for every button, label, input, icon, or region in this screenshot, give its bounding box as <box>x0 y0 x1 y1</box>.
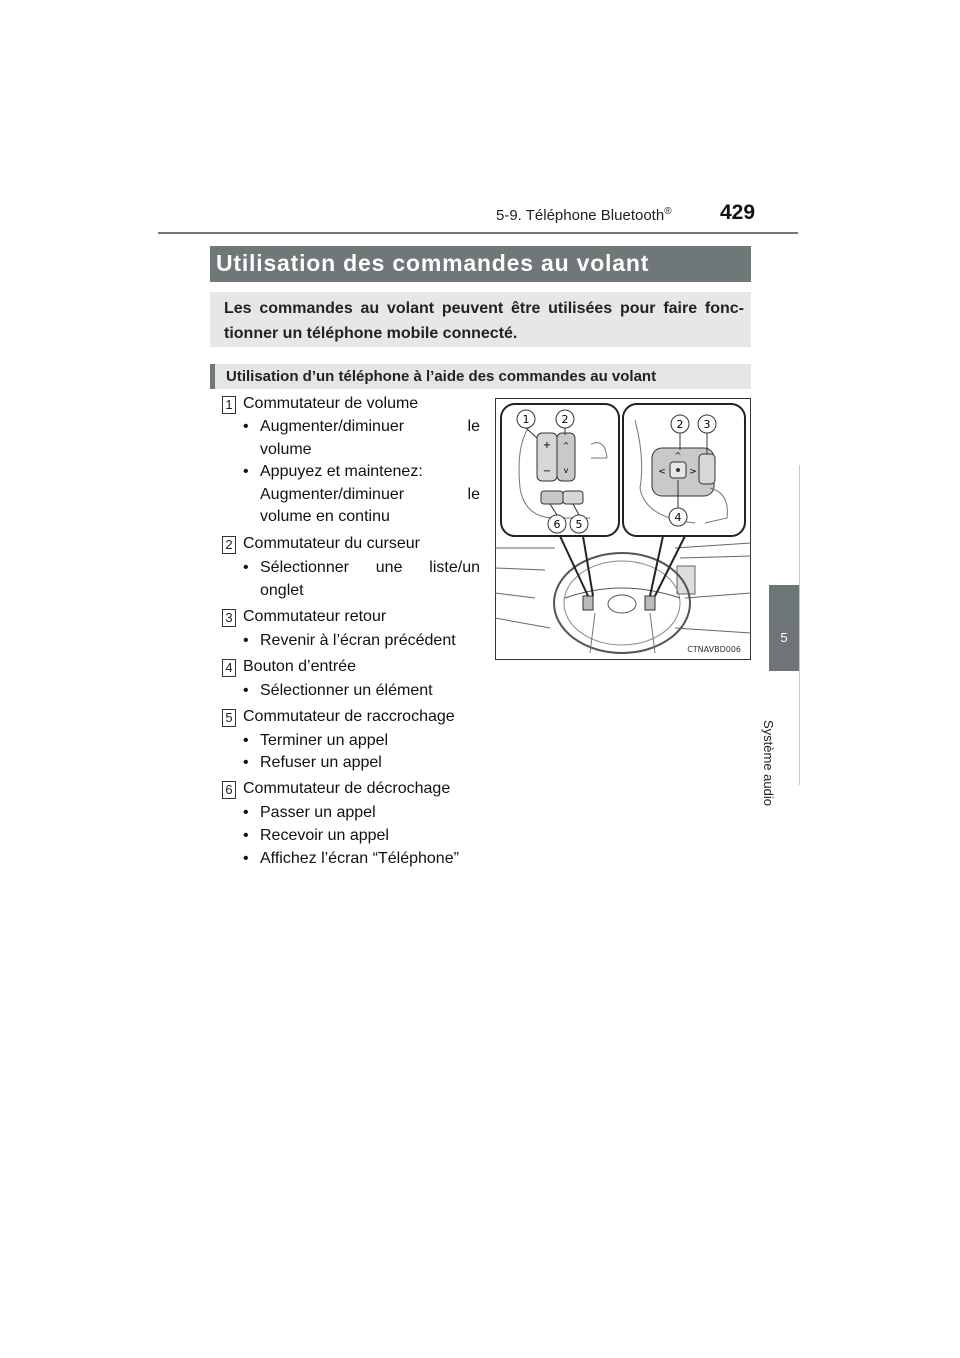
bullet-text: Augmenter/diminuer le <box>260 485 480 503</box>
item-number: 1 <box>222 396 236 414</box>
item-number: 2 <box>222 536 236 554</box>
header-rule <box>158 232 798 234</box>
bullet-text: Recevoir un appel <box>260 827 389 844</box>
bullet-dot: • <box>243 850 249 867</box>
callout-3: 3 <box>703 418 711 431</box>
list-item <box>243 752 483 775</box>
chapter-tab <box>769 585 799 671</box>
list-item <box>243 557 483 602</box>
item-title: Bouton d’entrée <box>243 658 356 675</box>
item-title: Commutateur de raccrochage <box>243 708 455 725</box>
bullet-dot: • <box>243 804 249 821</box>
bullet-dot: • <box>243 682 249 699</box>
bullet-dot: • <box>243 827 249 844</box>
item-title: Commutateur de volume <box>243 395 419 412</box>
svg-text:v: v <box>563 466 569 475</box>
list-item <box>243 680 483 703</box>
item-number: 6 <box>222 781 236 799</box>
bullet-text: Refuser un appel <box>260 754 382 771</box>
bullet-text: Revenir à l’écran précédent <box>260 632 456 649</box>
bullet-text: Appuyez et maintenez: <box>260 463 423 480</box>
callout-6: 6 <box>553 518 561 531</box>
bullet-text: Affichez l’écran “Téléphone” <box>260 850 459 867</box>
intro-line-2: tionner un téléphone mobile connecté. <box>224 325 518 342</box>
steering-wheel-illustration <box>495 398 751 660</box>
bullet-text: Sélectionner une liste/un <box>260 559 480 576</box>
list-item <box>243 630 483 653</box>
subheading: Utilisation d’un téléphone à l’aide des commandes au volant <box>226 368 657 385</box>
section-title: 5-9. Téléphone Bluetooth <box>496 207 665 224</box>
bullet-dot: • <box>243 754 249 771</box>
item-title: Commutateur de décrochage <box>243 780 451 797</box>
bullet-text: Sélectionner un élément <box>260 682 433 699</box>
item-title: Commutateur du curseur <box>243 535 420 552</box>
list-item <box>243 730 483 753</box>
bullet-text: onglet <box>260 581 304 599</box>
running-header-section <box>496 206 672 224</box>
figure-code: CTNAVBD006 <box>687 645 741 654</box>
bullet-text: Augmenter/diminuer le <box>260 418 480 435</box>
bullet-text: volume en continu <box>260 508 390 525</box>
item-number: 5 <box>222 709 236 727</box>
callout-1: 1 <box>522 413 530 426</box>
svg-text:+: + <box>542 440 552 451</box>
callout-2b: 2 <box>676 418 684 431</box>
svg-text:−: − <box>542 466 552 477</box>
svg-text:^: ^ <box>562 441 570 450</box>
item-number: 3 <box>222 609 236 627</box>
svg-text:>: > <box>689 467 697 477</box>
item-title: Commutateur retour <box>243 608 387 625</box>
intro-text <box>224 296 744 346</box>
page-title: Utilisation des commandes au volant <box>216 250 650 276</box>
steering-controls-figure <box>495 398 751 660</box>
callout-5: 5 <box>575 518 583 531</box>
bullet-dot: • <box>243 632 249 649</box>
item-number: 4 <box>222 659 236 677</box>
bullet-dot: • <box>243 463 249 480</box>
registered-mark: ® <box>664 206 672 217</box>
chapter-tab-number: 5 <box>780 630 788 645</box>
bullet-dot: • <box>243 418 249 435</box>
bullet-text: Terminer un appel <box>260 732 389 749</box>
bullet-text: volume <box>260 440 312 458</box>
list-item <box>243 825 483 848</box>
list-item <box>243 416 483 461</box>
callout-2: 2 <box>561 413 569 426</box>
svg-text:^: ^ <box>674 451 682 460</box>
list-item <box>243 848 483 871</box>
callout-4: 4 <box>674 511 682 524</box>
list-item <box>243 461 483 529</box>
page-number: 429 <box>720 201 756 224</box>
side-rule <box>799 465 800 785</box>
svg-text:<: < <box>658 467 666 477</box>
chapter-tab-label: Système audio <box>761 720 776 806</box>
bullet-dot: • <box>243 732 249 749</box>
bullet-dot: • <box>243 559 249 576</box>
intro-line-1: Les commandes au volant peuvent être utilisées pour faire fonc- <box>224 300 744 317</box>
subheading-accent <box>210 364 215 389</box>
list-item <box>243 802 483 825</box>
bullet-text: Passer un appel <box>260 804 376 821</box>
